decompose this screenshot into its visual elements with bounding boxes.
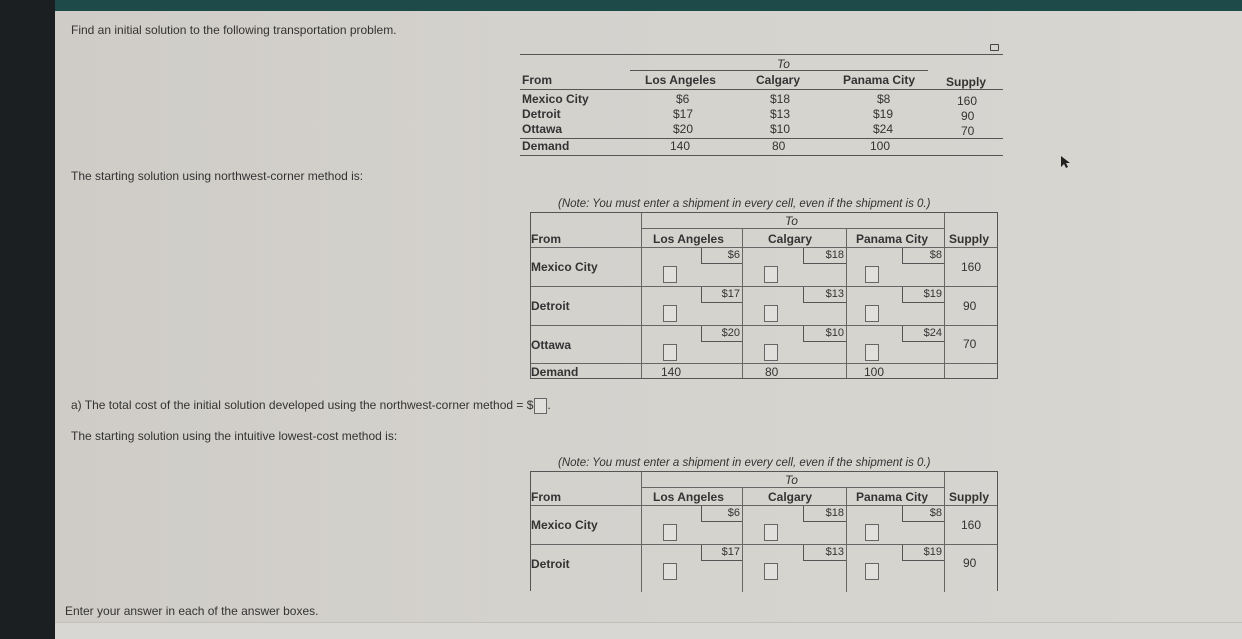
col-header-calgary: Calgary bbox=[768, 232, 813, 246]
to-header: To bbox=[785, 214, 798, 228]
cost-label: $19 bbox=[902, 287, 944, 303]
demand-label: Demand bbox=[531, 365, 579, 379]
lc-solution-grid bbox=[530, 471, 998, 591]
footer-bar bbox=[55, 622, 1242, 639]
supply-cell: 90 bbox=[961, 109, 975, 123]
lc-shipment-input-mexico-city-panama-city[interactable] bbox=[865, 524, 879, 541]
left-bezel bbox=[0, 0, 55, 639]
supply-cell: 160 bbox=[961, 260, 982, 274]
question-a-text: a) The total cost of the initial solution developed using the northwest-corner method = $ bbox=[71, 398, 534, 413]
shipment-input-ottawa-los-angeles[interactable] bbox=[663, 344, 677, 361]
cost-label: $17 bbox=[701, 545, 742, 561]
row-label-detroit: Detroit bbox=[522, 107, 561, 121]
shipment-input-detroit-calgary[interactable] bbox=[764, 305, 778, 322]
question-a-suffix: . bbox=[547, 398, 551, 413]
cost-label: $17 bbox=[701, 287, 742, 303]
demand-cell: 100 bbox=[870, 139, 891, 153]
lc-note: (Note: You must enter a shipment in every cell, even if the shipment is 0.) bbox=[558, 457, 931, 469]
lc-heading: The starting solution using the intuitive lowest-cost method is: bbox=[71, 429, 398, 443]
lc-shipment-input-detroit-los-angeles[interactable] bbox=[663, 563, 677, 580]
cost-cell: $24 bbox=[873, 122, 894, 136]
shipment-input-mexico-city-los-angeles[interactable] bbox=[663, 266, 677, 283]
demand-label: Demand bbox=[522, 139, 570, 153]
row-label-mexico-city: Mexico City bbox=[522, 92, 589, 106]
to-header: To bbox=[777, 57, 790, 71]
lc-shipment-input-detroit-panama-city[interactable] bbox=[865, 563, 879, 580]
nw-note: (Note: You must enter a shipment in every cell, even if the shipment is 0.) bbox=[558, 198, 931, 210]
row-label-ottawa: Ottawa bbox=[522, 122, 563, 136]
row-label-mexico-city: Mexico City bbox=[531, 260, 598, 274]
cost-label: $20 bbox=[701, 326, 742, 342]
supply-header: Supply bbox=[946, 75, 987, 89]
question-a bbox=[71, 398, 551, 414]
supply-cell: 160 bbox=[961, 518, 982, 532]
shipment-input-ottawa-calgary[interactable] bbox=[764, 344, 778, 361]
shipment-input-mexico-city-panama-city[interactable] bbox=[865, 266, 879, 283]
shipment-input-mexico-city-calgary[interactable] bbox=[764, 266, 778, 283]
cost-cell: $17 bbox=[673, 107, 694, 121]
supply-cell: 90 bbox=[963, 556, 977, 570]
lc-shipment-input-mexico-city-los-angeles[interactable] bbox=[663, 524, 677, 541]
demand-cell: 80 bbox=[765, 365, 779, 379]
supply-cell: 70 bbox=[961, 124, 975, 138]
cost-label: $8 bbox=[902, 506, 944, 522]
cost-label: $18 bbox=[803, 248, 846, 264]
from-header: From bbox=[522, 73, 552, 87]
nw-heading: The starting solution using northwest-corner method is: bbox=[71, 169, 364, 183]
cost-cell: $10 bbox=[770, 122, 791, 136]
shipment-input-detroit-los-angeles[interactable] bbox=[663, 305, 677, 322]
lc-shipment-input-detroit-calgary[interactable] bbox=[764, 563, 778, 580]
supply-header: Supply bbox=[949, 232, 990, 246]
supply-header: Supply bbox=[949, 490, 990, 504]
row-label-ottawa: Ottawa bbox=[531, 338, 572, 352]
col-header-los-angeles: Los Angeles bbox=[645, 73, 716, 87]
supply-cell: 160 bbox=[957, 94, 978, 108]
cost-cell: $6 bbox=[676, 92, 690, 106]
cost-label: $6 bbox=[701, 506, 742, 522]
cost-cell: $20 bbox=[673, 122, 694, 136]
row-label-detroit: Detroit bbox=[531, 557, 570, 571]
supply-cell: 70 bbox=[963, 337, 977, 351]
shipment-input-ottawa-panama-city[interactable] bbox=[865, 344, 879, 361]
from-header: From bbox=[531, 490, 561, 504]
lc-shipment-input-mexico-city-calgary[interactable] bbox=[764, 524, 778, 541]
cost-label: $10 bbox=[803, 326, 846, 342]
to-header: To bbox=[785, 473, 798, 487]
cost-cell: $13 bbox=[770, 107, 791, 121]
cost-cell: $19 bbox=[873, 107, 894, 121]
mouse-cursor-icon bbox=[1060, 155, 1070, 169]
row-label-detroit: Detroit bbox=[531, 299, 570, 313]
col-header-panama-city: Panama City bbox=[843, 73, 916, 87]
row-label-mexico-city: Mexico City bbox=[531, 518, 598, 532]
cost-label: $6 bbox=[701, 248, 742, 264]
shipment-input-detroit-panama-city[interactable] bbox=[865, 305, 879, 322]
cost-label: $13 bbox=[803, 287, 846, 303]
from-header: From bbox=[531, 232, 561, 246]
cost-cell: $8 bbox=[877, 92, 891, 106]
demand-cell: 140 bbox=[661, 365, 682, 379]
demand-cell: 140 bbox=[670, 139, 691, 153]
col-header-calgary: Calgary bbox=[768, 490, 813, 504]
footer-instructions: Enter your answer in each of the answer boxes. bbox=[65, 604, 319, 618]
supply-cell: 90 bbox=[963, 299, 977, 313]
col-header-panama-city: Panama City bbox=[856, 232, 929, 246]
cost-cell: $18 bbox=[770, 92, 791, 106]
col-header-los-angeles: Los Angeles bbox=[653, 232, 724, 246]
demand-cell: 80 bbox=[772, 139, 786, 153]
cost-label: $19 bbox=[902, 545, 944, 561]
cost-label: $13 bbox=[803, 545, 846, 561]
nw-solution-grid bbox=[530, 212, 998, 379]
cost-label: $24 bbox=[902, 326, 944, 342]
col-header-los-angeles: Los Angeles bbox=[653, 490, 724, 504]
demand-cell: 100 bbox=[864, 365, 885, 379]
col-header-calgary: Calgary bbox=[756, 73, 801, 87]
prompt-text: Find an initial solution to the following transportation problem. bbox=[71, 23, 397, 37]
copy-data-icon[interactable] bbox=[990, 44, 999, 51]
cost-label: $8 bbox=[902, 248, 944, 264]
cost-label: $18 bbox=[803, 506, 846, 522]
total-cost-input[interactable] bbox=[534, 398, 547, 414]
col-header-panama-city: Panama City bbox=[856, 490, 929, 504]
